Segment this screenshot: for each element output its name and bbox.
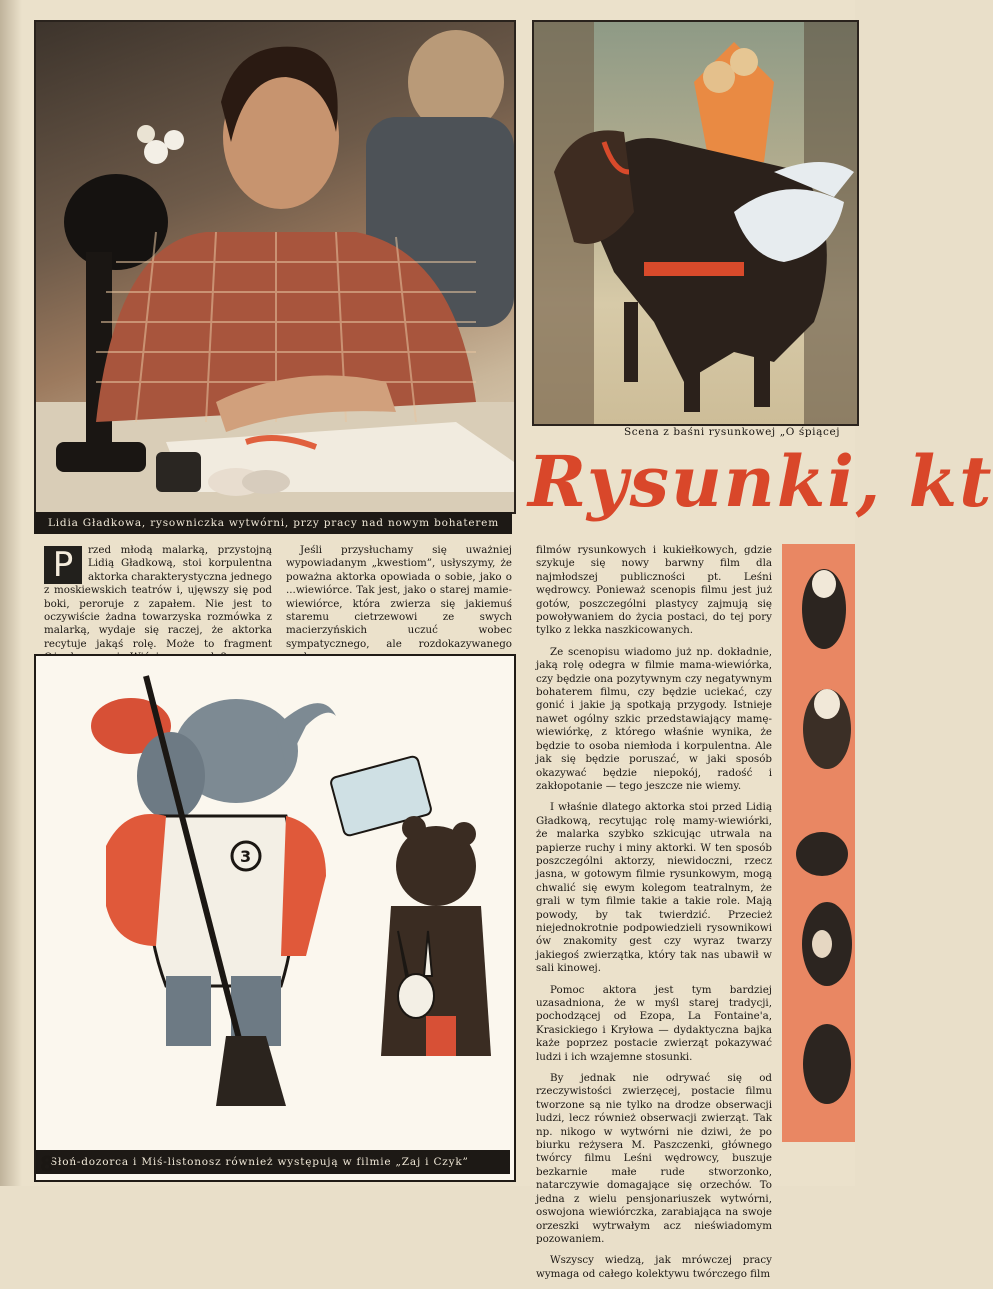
photo-cartoon-scene xyxy=(532,20,859,426)
illustration-caption: Słoń-dozorca i Miś-listonosz również występują w filmie „Zaj i Czyk” xyxy=(50,1156,469,1168)
woman-drawing-photo-icon xyxy=(36,22,514,512)
column3-paragraph-5: By jednak nie odrywać się od rzeczywistości zwierzęcej, postacie filmu tworzone są nie tylko na drodze obserwacji ludzi, lecz również obserwacji zwierząt. Tak np. nikogo w wytwórni nie dziwi, że po biurku reżysera M. Paszczenki, głównego twórcy filmu Leśni wędrowcy, buszuje bezkarnie małe rude stworzonko, natarczywie domagające się orzechów. To jedna z wielu pensjonariuszek wytwórni, oswojona wiewiórczka, zarabiająca na swoje orzeszki wytrwałym acz nieświadomym pozowaniem. xyxy=(536,1072,772,1245)
dropcap: P xyxy=(44,546,82,584)
animal-figurines-strip-icon xyxy=(782,544,855,1142)
illustration-caption-bar xyxy=(36,1150,510,1174)
photo-caption: Lidia Gładkowa, rysowniczka wytwórni, przy pracy nad nowym bohaterem xyxy=(48,517,499,529)
headline: Rysunki, kt xyxy=(528,440,993,523)
illustration-elephant-bear xyxy=(34,654,516,1182)
column-3 xyxy=(536,544,772,1289)
column1-paragraph-1: rzed młodą malarką, przystojną Lidią Gładkową, stoi korpulentna aktorka charakterystyczna jednego z moskiewskich teatrów i, ujęwszy się pod boki, peroruje z zapałem. Nie jest to oczywiście żadna towarzyska rozmówka z malarką, wydaje się raczej, że aktorka recytuje jakąś rolę. Może to fragment xyxy=(44,544,272,650)
column3-paragraph-2: Ze scenopisu wiadomo już np. dokładnie, jaką rolę odegra w filmie mama-wiewiórka, czy będzie ona pozytywnym czy negatywnym bohaterem filmu, czy będzie uciekać, czy gonić i jakie ją spotkają przygody. Istnieje nawet ogólny szkic przedstawiający mamę-wiewiórkę, z którego właśnie wynika, że będzie to osoba niemłoda i korpulentna. Ale jak się będzie poruszać, w jaki sposób okazywać będzie niepokój, radość i zakłopotanie — tego jeszcze nie wiemy. xyxy=(536,645,772,792)
binding-shadow xyxy=(0,0,22,1186)
photo-caption-right: Scena z baśni rysunkowej „O śpiącej xyxy=(624,426,841,438)
elephant-bear-rabbit-illustration-icon xyxy=(36,656,514,1146)
photo-artist-at-work xyxy=(34,20,516,514)
horse-riders-cartoon-icon xyxy=(534,22,857,424)
animal-figurines-strip xyxy=(782,544,855,1142)
column3-paragraph-1: filmów rysunkowych i kukiełkowych, gdzie szykuje się nowy barwny film dla najmłodszej publiczności pt. Leśni wędrowcy. Ponieważ scenopis filmu jest już gotów, poszczególni plastycy zajmują się powoływaniem do życia postaci, do tej pory tylko z lekka naszkicowanych. xyxy=(536,544,772,637)
column3-paragraph-6: Wszyscy wiedzą, jak mrówczej pracy wymaga od całego kolektywu twórczego film xyxy=(536,1254,772,1280)
column2-paragraph-1: Jeśli przysłuchamy się uważniej wypowiadanym „kwestiom”, usłyszymy, że poważna aktorka opowiada o sobie, jako o ...wiewiórce. Tak jest, jako o starej mamie-wiewiórce, która zwierza się jakiemuś staremu cietrzewowi ze swych macierzyńskich uczuć wobec sympatycznego, ale rozdokazywanego xyxy=(286,544,512,650)
page-number: 8 xyxy=(40,1152,54,1176)
photo-caption-bar xyxy=(34,512,512,534)
badge-number: 3 xyxy=(240,847,252,866)
column3-paragraph-3: I właśnie dlatego aktorka stoi przed Lidią Gładkową, recytując rolę mamy-wiewiórki, że malarka szybko szkicując utrwala na papierze ruchy i miny aktorki. W ten sposób poszczególni aktorzy, niewidoczni, rzecz jasna, w gotowym filmie rysunkowym, mogą chwalić się ewym kolegom teatralnym, że grali w tym filmie takie a takie role. Mają powody, by tak twierdzić. Przecież niejednokrotnie podpowiedzieli rysownikowi ów znakomity gest czy wyraz twarzy jakiegoś zwierzątka, który tak nas ubawił w sali kinowej. xyxy=(536,801,772,975)
column3-paragraph-4: Pomoc aktora jest tym bardziej uzasadniona, że w myśl starej tradycji, pochodzącej od Ezopa, La Fontaine'a, Krasickiego i Kryłowa — dydaktyczna bajka każe poprzez postacie zwierząt pokazywać ludzi i ich wzajemne stosunki. xyxy=(536,983,772,1063)
